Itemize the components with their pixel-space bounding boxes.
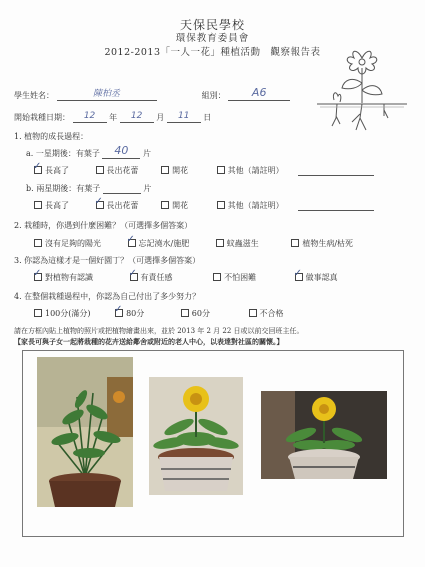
q1b-opt-other[interactable]: 其他（請註明） — [217, 200, 284, 211]
name-value: 陳柏丞 — [93, 89, 121, 99]
q1-a-unit: 片 — [142, 149, 151, 158]
q1-b-field[interactable] — [103, 183, 141, 194]
check-icon: ✓ — [126, 234, 135, 245]
q1b-opt-bloom[interactable]: 開花 — [161, 200, 188, 211]
group-field[interactable] — [228, 86, 290, 101]
name-label: 學生姓名： — [14, 91, 54, 100]
q1b-other-field[interactable] — [298, 200, 374, 211]
student-info-row — [14, 86, 290, 101]
q1-b-label: b. 兩星期後：有葉子 — [26, 184, 101, 193]
month-field[interactable] — [120, 112, 154, 123]
instructions-line-2: 【家長可與子女一起將栽種的花卉送給鄰舍或附近的老人中心，以表達對社區的關懷。】 — [14, 337, 284, 346]
q1a-opt-other[interactable]: 其他（請註明） — [217, 165, 284, 176]
q3-opt-responsible[interactable]: ✓ 有責任感 — [128, 268, 173, 282]
plant-photo-1 — [37, 357, 133, 507]
name-field[interactable] — [57, 90, 157, 101]
school-name: 天保民學校 — [179, 18, 245, 32]
q4-opt-80[interactable]: ✓ 80分 — [114, 304, 145, 318]
q1b-opt-taller[interactable]: 長高了 — [34, 200, 69, 211]
q1-b-row — [26, 183, 151, 194]
check-icon: ✓ — [94, 196, 103, 207]
q3-title: 3. 你認為這樣才是一個好園丁？（可選擇多個答案） — [14, 256, 201, 265]
q1a-opt-buds[interactable]: 長出花蕾 — [96, 165, 139, 176]
q3-opt-brave[interactable]: 不怕困難 — [213, 272, 256, 283]
check-icon: ✓ — [128, 268, 137, 279]
q4-opt-60[interactable]: 60分 — [181, 308, 210, 319]
month-value: 12 — [130, 111, 143, 121]
check-icon: ✓ — [114, 304, 123, 315]
year-unit: 年 — [109, 113, 118, 122]
q4-opt-100[interactable]: 100分(滿分) — [34, 308, 91, 319]
photo-frame — [22, 350, 404, 537]
q1-a-field[interactable] — [102, 144, 140, 159]
q1-b-unit: 片 — [143, 184, 152, 193]
q1-title: 1. 植物的成長過程： — [14, 132, 89, 141]
day-field[interactable] — [167, 112, 201, 123]
q1a-other-field[interactable] — [298, 165, 374, 176]
year-field[interactable] — [73, 112, 107, 123]
start-date-row — [14, 112, 211, 123]
activity-title: 2012-2013「一人一花」種植活動 觀察報告表 — [104, 47, 321, 58]
q3-opt-diligent[interactable]: ✓ 做事認真 — [293, 268, 338, 282]
q1-a-options — [33, 161, 374, 176]
q2-opt-insects[interactable]: 蚊蟲滋生 — [216, 238, 259, 249]
instructions-line-1: 請在方框內貼上植物的照片或把植物繪畫出來，並於 2013 年 2 月 22 日或以前交回班主任。 — [14, 327, 304, 335]
plant-photo-2 — [149, 377, 243, 495]
q1a-opt-taller[interactable]: ✓ 長高了 — [33, 161, 69, 175]
q1-a-label: a. 一星期後：有葉子 — [26, 149, 100, 158]
q1b-opt-buds[interactable]: ✓ 長出花蕾 — [94, 196, 139, 210]
q1-a-value: 40 — [114, 144, 129, 157]
q3-options — [33, 268, 350, 283]
q4-opt-fail[interactable]: 不合格 — [249, 308, 284, 319]
q1a-opt-bloom[interactable]: 開花 — [161, 165, 188, 176]
q2-options — [34, 234, 365, 249]
date-label: 開始栽種日期： — [14, 113, 70, 122]
q2-opt-sunlight[interactable]: 沒有足夠的陽光 — [34, 238, 101, 249]
year-value: 12 — [83, 111, 96, 121]
group-value: A6 — [251, 86, 267, 99]
group-label: 組別： — [201, 91, 226, 100]
q1-a-row — [26, 144, 151, 159]
q2-opt-water[interactable]: ✓ 忘記澆水/施肥 — [126, 234, 190, 248]
check-icon: ✓ — [293, 268, 303, 279]
q3-opt-knowledge[interactable]: ✓ 對植物有認識 — [33, 268, 93, 282]
day-unit: 日 — [203, 113, 212, 122]
day-value: 11 — [178, 111, 190, 121]
q1-b-options — [34, 196, 374, 211]
q4-title: 4. 在整個栽種過程中，你認為自己付出了多少努力？ — [14, 292, 201, 301]
plant-photo-3 — [261, 391, 387, 479]
committee-name: 環保教育委員會 — [175, 33, 250, 44]
check-icon: ✓ — [33, 161, 42, 172]
month-unit: 月 — [156, 113, 165, 122]
q4-options — [34, 304, 296, 319]
q2-title: 2. 栽種時，你遇到什麼困難？（可選擇多個答案） — [14, 221, 193, 230]
check-icon: ✓ — [33, 268, 42, 279]
q2-opt-disease[interactable]: 植物生病/枯死 — [291, 238, 353, 249]
